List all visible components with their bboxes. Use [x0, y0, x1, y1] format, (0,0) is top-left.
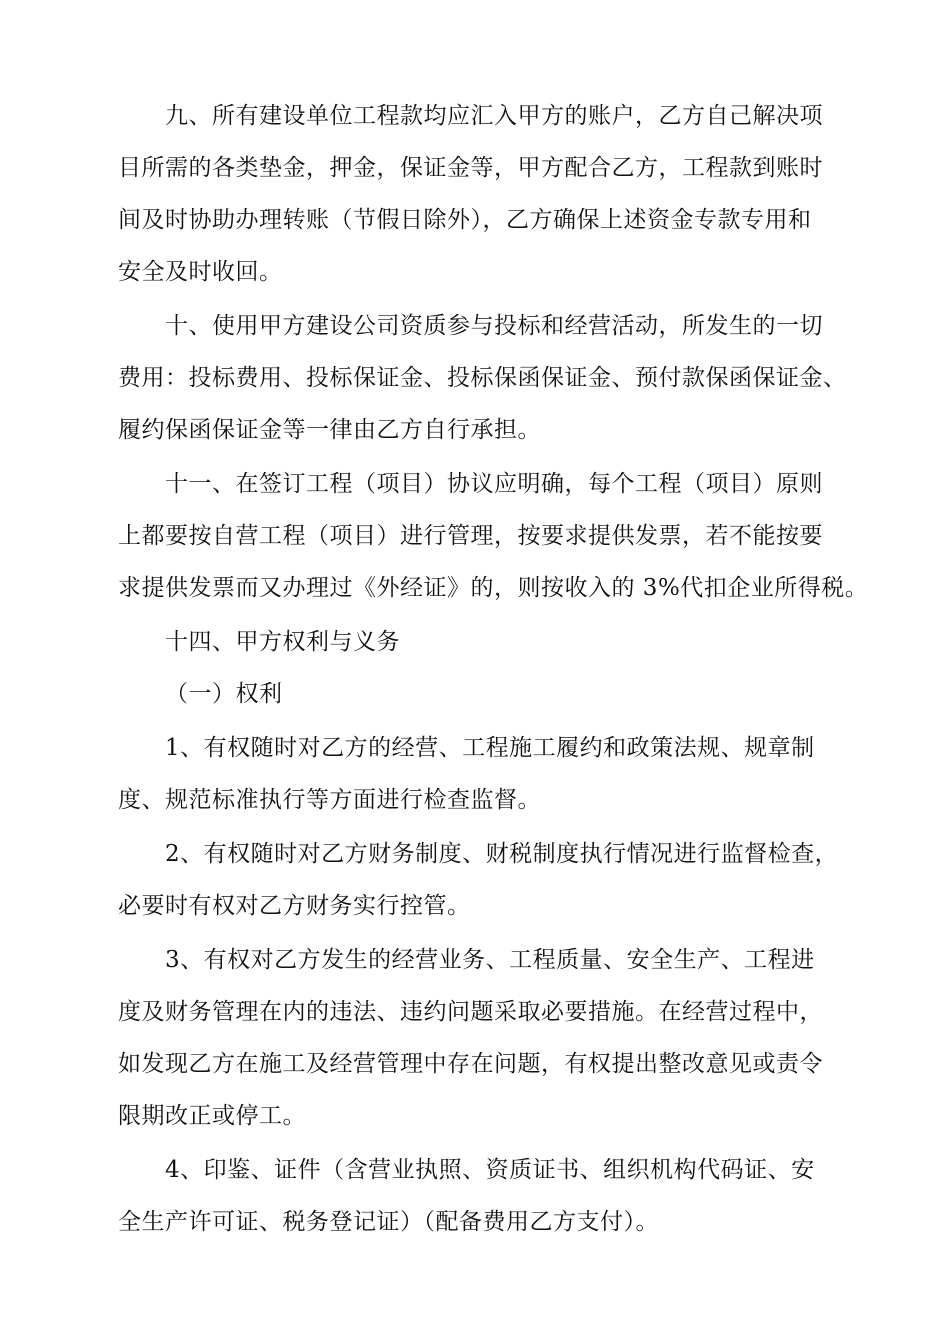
paragraph-9-line-1: 九、所有建设单位工程款均应汇入甲方的账户，乙方自己解决项 — [165, 103, 823, 129]
item-4-line-2: 全生产许可证、税务登记证）（配备费用乙方支付）。 — [118, 1209, 659, 1235]
item-3-line-1: 3、有权对乙方发生的经营业务、工程质量、安全生产、工程进 — [165, 947, 815, 973]
paragraph-10-line-2: 费用：投标费用、投标保证金、投标保函保证金、预付款保函保证金、 — [118, 365, 847, 391]
paragraph-11-line-2: 上都要按自营工程（项目）进行管理，按要求提供发票，若不能按要 — [118, 523, 823, 549]
item-2-line-1: 2、有权随时对乙方财务制度、财税制度执行情况进行监督检查， — [165, 841, 839, 867]
paragraph-9-line-3: 间及时协助办理转账（节假日除外），乙方确保上述资金专款专用和 — [118, 207, 812, 233]
item-1-line-1: 1、有权随时对乙方的经营、工程施工履约和政策法规、规章制 — [165, 735, 815, 761]
paragraph-10-line-3: 履约保函保证金等一律由乙方自行承担。 — [118, 417, 541, 443]
section-14-heading: 十四、甲方权利与义务 — [165, 629, 400, 655]
item-1-line-2: 度、规范标准执行等方面进行检查监督。 — [118, 787, 541, 813]
paragraph-9-line-4: 安全及时收回。 — [118, 259, 283, 285]
item-3-line-2: 度及财务管理在内的违法、违约问题采取必要措施。在经营过程中， — [118, 999, 823, 1025]
item-2-line-2: 必要时有权对乙方财务实行控管。 — [118, 893, 471, 919]
item-3-line-4: 限期改正或停工。 — [118, 1103, 306, 1129]
item-4-line-1: 4、印鉴、证件（含营业执照、资质证书、组织机构代码证、安 — [165, 1157, 815, 1183]
paragraph-10-line-1: 十、使用甲方建设公司资质参与投标和经营活动，所发生的一切 — [165, 313, 823, 339]
subsection-rights-heading: （一）权利 — [165, 681, 283, 707]
item-3-line-3: 如发现乙方在施工及经营管理中存在问题，有权提出整改意见或责令 — [118, 1051, 823, 1077]
paragraph-11-line-1: 十一、在签订工程（项目）协议应明确，每个工程（项目）原则 — [165, 471, 823, 497]
paragraph-11-line-3: 求提供发票而又办理过《外经证》的，则按收入的 3%代扣企业所得税。 — [118, 575, 869, 601]
paragraph-9-line-2: 目所需的各类垫金，押金，保证金等，甲方配合乙方，工程款到账时 — [118, 155, 823, 181]
